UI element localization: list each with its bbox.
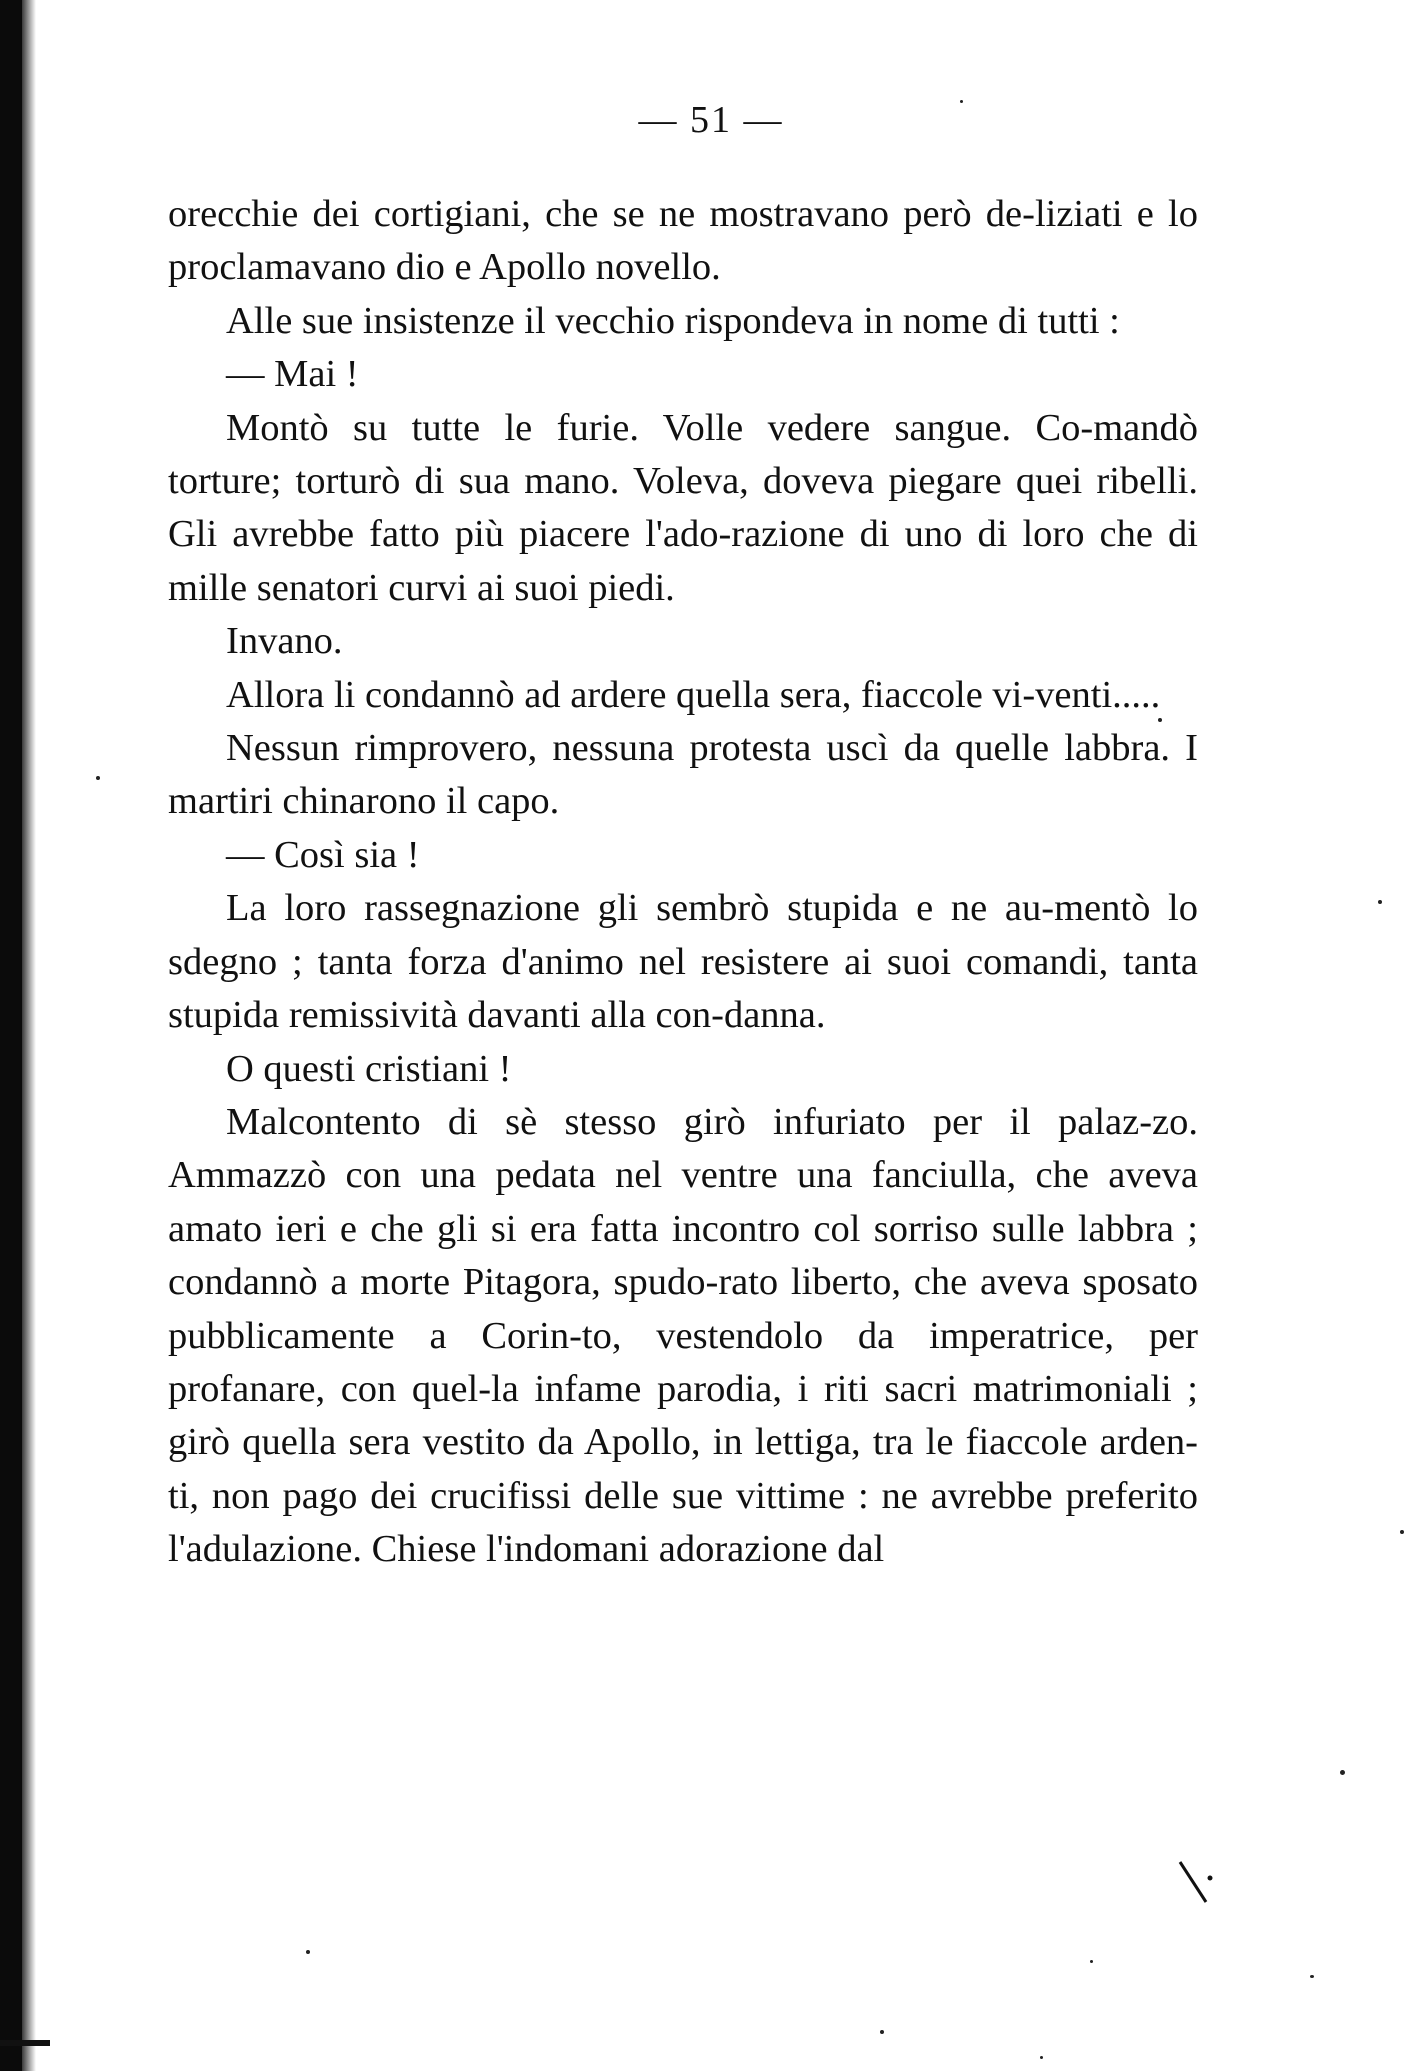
scan-speck bbox=[306, 1950, 310, 1954]
stray-ink-mark bbox=[1176, 1860, 1216, 1906]
paragraph-5: Invano. bbox=[226, 620, 343, 663]
scan-speck bbox=[880, 2030, 884, 2034]
paragraph-3: — Mai ! bbox=[226, 353, 359, 396]
scan-speck bbox=[1158, 718, 1162, 722]
scan-speck bbox=[96, 776, 100, 780]
page-number: — 51 — bbox=[638, 99, 784, 141]
scan-speck bbox=[1090, 1960, 1093, 1963]
paragraph-10: O questi cristiani ! bbox=[226, 1047, 512, 1090]
spine-gradient bbox=[22, 0, 36, 2071]
paragraph-8: — Così sia ! bbox=[226, 833, 420, 876]
paragraph-4: Montò su tutte le furie. Volle vedere sangue. Co-mandò torture; torturò di sua mano. Voleva, doveva piegare quei ribelli. Gli avrebbe fatto più piacere l'ado-razione di uno di loro che di mille senatori curvi ai suoi piedi. bbox=[168, 406, 1198, 609]
scan-speck bbox=[1310, 1975, 1314, 1978]
paragraph-11: Malcontento di sè stesso girò infuriato per il palaz-zo. Ammazzò con una pedata nel ventre una fanciulla, che aveva amato ieri e che gli si era fatta incontro col sorriso sulle labbra ; condannò a morte Pitagora, spudo-rato liberto, che aveva sposato pubblicamente a Corin-to, vestendolo da imperatrice, per profanare, con quel-la infame parodia, i riti sacri matrimoniali ; girò quella sera vestito da Apollo, in lettiga, tra le fiaccole arden-ti, non pago dei crucifissi delle sue vittime : ne avrebbe preferito l'adulazione. Chiese l'indomani adorazione dal bbox=[168, 1100, 1198, 1571]
scan-speck bbox=[1378, 900, 1382, 904]
scan-speck bbox=[1400, 1530, 1404, 1534]
spine-tick-mark bbox=[0, 2040, 50, 2046]
paragraph-9: La loro rassegnazione gli sembrò stupida e ne au-mentò lo sdegno ; tanta forza d'animo nel resistere ai suoi comandi, tanta stupida remissività davanti alla con-danna. bbox=[168, 887, 1198, 1037]
paragraph-2: Alle sue insistenze il vecchio rispondeva in nome di tutti : bbox=[226, 299, 1120, 342]
book-spine-shadow bbox=[0, 0, 22, 2071]
paragraph-7: Nessun rimprovero, nessuna protesta uscì da quelle labbra. I martiri chinarono il capo. bbox=[168, 727, 1198, 823]
paragraph-6: Allora li condannò ad ardere quella sera, fiaccole vi-venti..... bbox=[226, 673, 1161, 716]
paragraph-1: orecchie dei cortigiani, che se ne mostravano però de-liziati e lo proclamavano dio e Apollo novello. bbox=[168, 193, 1198, 289]
scan-speck bbox=[960, 100, 963, 103]
scan-speck bbox=[1040, 2056, 1043, 2059]
body-text bbox=[168, 188, 1198, 1577]
scan-speck bbox=[1340, 1770, 1345, 1775]
